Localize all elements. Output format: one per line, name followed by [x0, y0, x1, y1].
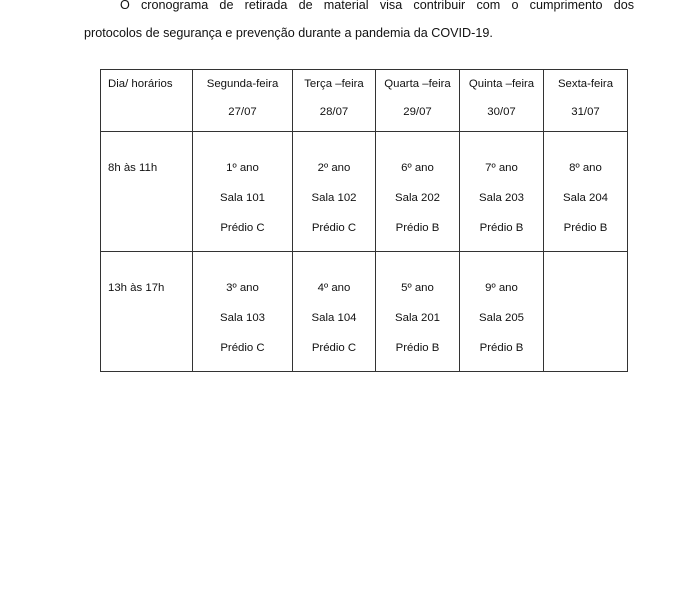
room-text: Sala 202	[395, 192, 440, 204]
day-name: Terça –feira	[304, 78, 364, 90]
day-header-cell	[193, 70, 293, 132]
building-text: Prédio C	[311, 222, 357, 234]
schedule-cell	[293, 132, 376, 252]
intro-line-2: protocolos de segurança e prevenção durante a pandemia da COVID-19.	[84, 26, 493, 40]
corner-header-cell	[101, 70, 193, 132]
building-text: Prédio C	[220, 222, 265, 234]
table-row-afternoon	[101, 252, 628, 372]
grade-text: 1º ano	[226, 162, 259, 174]
schedule-cell	[376, 252, 460, 372]
schedule-cell	[544, 132, 628, 252]
building-text: Prédio B	[479, 342, 524, 354]
day-name: Segunda-feira	[206, 78, 279, 90]
room-text: Sala 102	[311, 192, 357, 204]
grade-text: 5º ano	[401, 282, 434, 294]
day-header-cell	[544, 70, 628, 132]
day-date: 30/07	[487, 106, 516, 118]
time-label: 13h às 17h	[108, 282, 165, 294]
day-header-cell	[293, 70, 376, 132]
day-name: Sexta-feira	[557, 78, 614, 90]
day-header-cell	[376, 70, 460, 132]
grade-text: 2º ano	[317, 162, 351, 174]
day-header-cell	[460, 70, 544, 132]
room-text: Sala 101	[220, 192, 265, 204]
day-name: Quarta –feira	[384, 78, 451, 90]
schedule-cell	[193, 252, 293, 372]
building-text: Prédio B	[563, 222, 608, 234]
grade-text: 3º ano	[226, 282, 259, 294]
time-cell	[101, 132, 193, 252]
day-name: Quinta –feira	[468, 78, 535, 90]
day-date: 29/07	[403, 106, 432, 118]
schedule-cell	[193, 132, 293, 252]
time-cell	[101, 252, 193, 372]
schedule-cell	[293, 252, 376, 372]
schedule-cell	[376, 132, 460, 252]
schedule-cell	[460, 252, 544, 372]
room-text: Sala 203	[479, 192, 524, 204]
building-text: Prédio C	[220, 342, 265, 354]
building-text: Prédio B	[479, 222, 524, 234]
day-date: 27/07	[228, 106, 257, 118]
room-text: Sala 104	[311, 312, 357, 324]
grade-text: 9º ano	[485, 282, 518, 294]
room-text: Sala 204	[563, 192, 608, 204]
building-text: Prédio C	[311, 342, 357, 354]
intro-paragraph	[84, 0, 634, 47]
building-text: Prédio B	[395, 342, 440, 354]
day-date: 28/07	[319, 106, 349, 118]
grade-text: 8º ano	[569, 162, 602, 174]
time-label: 8h às 11h	[108, 162, 158, 174]
schedule-cell-empty	[544, 252, 628, 372]
corner-label: Dia/ horários	[108, 78, 173, 90]
grade-text: 6º ano	[401, 162, 434, 174]
day-date: 31/07	[571, 106, 600, 118]
room-text: Sala 205	[479, 312, 524, 324]
intro-line-1: O cronograma de retirada de material visa contribuir com o cumprimento dos	[120, 0, 634, 12]
table-header-row	[101, 70, 628, 132]
schedule-table	[100, 69, 628, 372]
building-text: Prédio B	[395, 222, 440, 234]
grade-text: 4º ano	[317, 282, 351, 294]
room-text: Sala 103	[220, 312, 265, 324]
table-row-morning	[101, 132, 628, 252]
schedule-cell	[460, 132, 544, 252]
room-text: Sala 201	[395, 312, 440, 324]
grade-text: 7º ano	[485, 162, 518, 174]
